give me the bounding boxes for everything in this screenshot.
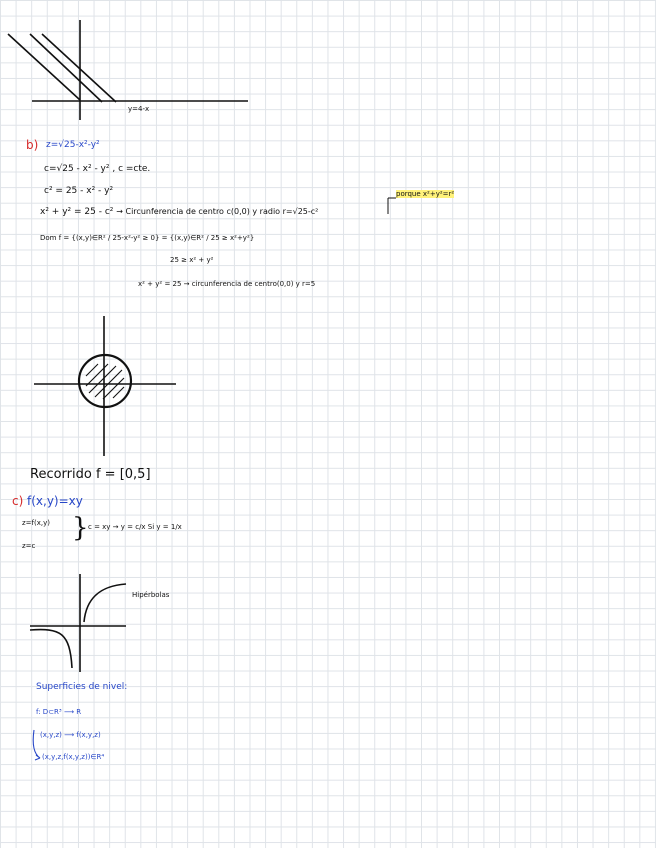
system-bottom: z=c [22, 542, 36, 550]
level-eq-3-rhs: → Circunferencia de centro c(0,0) y radio r=√25-c² [116, 207, 319, 216]
curve-label: y=4-x [128, 105, 150, 113]
hyperbola-branch-2 [30, 630, 72, 668]
level-surfaces-rule: (x,y,z) ⟶ f(x,y,z) [40, 731, 101, 739]
level-circle [79, 355, 131, 407]
range-line: Recorrido f = [0,5] [30, 467, 151, 482]
hyperbola-branch-1 [84, 584, 126, 622]
system-brace: } [72, 513, 89, 543]
level-eq-3-lhs: x² + y² = 25 - c² [40, 207, 114, 217]
section-c-function: f(x,y)=xy [27, 494, 83, 508]
level-line-3 [42, 34, 116, 102]
section-b-function: z=√25-x²-y² [46, 140, 100, 150]
note-bracket [388, 198, 396, 214]
circle-equation: x² + y² = 25 → circunferencia de centro(0,0) y r=5 [138, 280, 316, 288]
hyperbola-label: Hipérbolas [132, 591, 170, 599]
level-line-1 [8, 34, 80, 100]
circle-graph [34, 316, 176, 456]
system-top: z=f(x,y) [22, 519, 50, 527]
radius-note: porque x²+y²=r² [396, 190, 455, 198]
level-eq-3 [40, 207, 318, 217]
level-surfaces-title: Superficies de nivel: [36, 682, 128, 692]
curved-arrow [33, 730, 40, 760]
hyperbola-graph [30, 574, 126, 672]
section-c-label: c) [12, 494, 24, 508]
domain-line: Dom f = {(x,y)∈R² / 25-x²-y² ≥ 0} = {(x,y)∈R² / 25 ≥ x²+y²} [40, 234, 255, 242]
level-eq-1: c=√25 - x² - y² , c =cte. [44, 164, 151, 174]
level-surfaces-graph: (x,y,z,f(x,y,z))∈R⁴ [42, 753, 105, 761]
domain-inequality: 25 ≥ x² + y² [170, 256, 214, 264]
system-rhs: c = xy → y = c/x Si y = 1/x [88, 523, 182, 531]
section-b-label: b) [26, 138, 39, 152]
level-surfaces-map: f: D⊂R³ ⟶ R [36, 708, 82, 716]
level-eq-2: c² = 25 - x² - y² [44, 186, 114, 196]
level-line-2 [30, 34, 102, 102]
circle-hatching [86, 364, 124, 399]
